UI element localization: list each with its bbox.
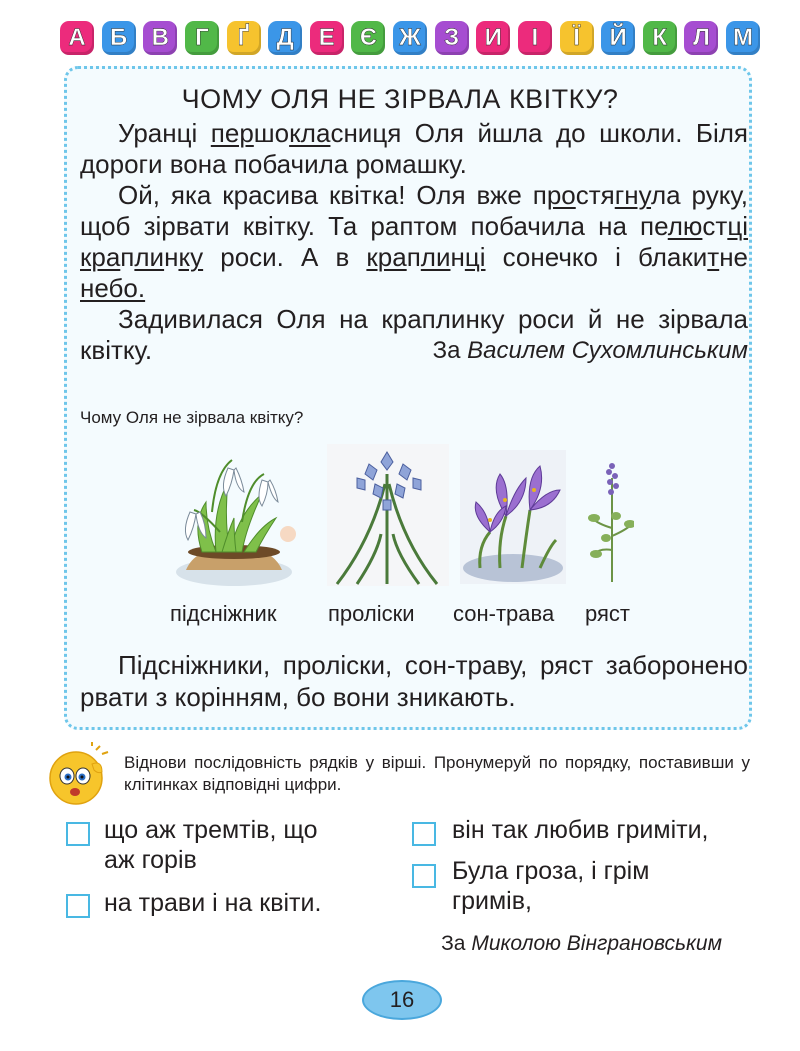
- alphabet-letter: Д: [268, 21, 302, 55]
- text-segment: кра: [366, 242, 407, 272]
- text-segment: Уранці: [118, 118, 211, 148]
- text-segment: небо.: [80, 273, 146, 303]
- alphabet-letter: З: [435, 21, 469, 55]
- text-segment: стя: [575, 180, 615, 210]
- alphabet-letter: Ї: [560, 21, 594, 55]
- paragraph-2: [80, 180, 748, 304]
- alphabet-letter: К: [643, 21, 677, 55]
- text-segment: ли: [134, 242, 165, 272]
- caption-scilla: проліски: [328, 601, 415, 626]
- line-number-box-4[interactable]: [412, 864, 436, 888]
- text-segment: п: [120, 242, 135, 272]
- caption-corydalis: ряст: [585, 601, 630, 626]
- alphabet-letter: І: [518, 21, 552, 55]
- text-segment: ла руку, щоб зірвати квітку. Та раптом побачила на пе: [80, 180, 749, 241]
- line-number-box-3[interactable]: [412, 822, 436, 846]
- alphabet-letter: В: [143, 21, 177, 55]
- story-question: Чому Оля не зірвала квітку?: [80, 408, 304, 427]
- caption-snowdrop: підсніжник: [170, 601, 277, 626]
- alphabet-letter: М: [726, 21, 760, 55]
- text-segment: гну: [614, 180, 652, 210]
- alphabet-letter: Г: [185, 21, 219, 55]
- line-number-box-2[interactable]: [66, 894, 90, 918]
- text-segment: роси. А в: [203, 242, 367, 272]
- text-segment: шо: [253, 118, 290, 148]
- alphabet-letter: Ґ: [227, 21, 261, 55]
- text-segment: сни: [330, 118, 373, 148]
- text-segment: кра: [80, 242, 121, 272]
- scilla-picture: [327, 444, 449, 586]
- protection-note: Підсніжники, проліски, сон-траву, ряст заборонено рвати з корінням, бо вони зникають.: [80, 650, 748, 712]
- alphabet-letter: Б: [102, 21, 136, 55]
- text-segment: не: [719, 242, 749, 272]
- text-segment: ку: [178, 242, 204, 272]
- paragraph-3: Задивилася Оля на краплинку роси й не зірвала квітку.: [80, 304, 748, 365]
- story-author: За Василем Сухомлинським: [432, 337, 748, 364]
- text-segment: ці: [727, 211, 748, 241]
- alphabet-letter: Ж: [393, 21, 427, 55]
- alphabet-letter: Е: [310, 21, 344, 55]
- caption-pasqueflower: сон-трава: [453, 601, 555, 626]
- poem-line-1: що аж тремтів, що аж горів: [104, 816, 318, 874]
- text-segment: н: [450, 242, 465, 272]
- alphabet-letter: Й: [601, 21, 635, 55]
- text-segment: ки: [681, 242, 708, 272]
- story-title: ЧОМУ ОЛЯ НЕ ЗІРВАЛА КВІТКУ?: [181, 84, 619, 114]
- page-number: 16: [362, 980, 442, 1020]
- alphabet-letter: А: [60, 21, 94, 55]
- line-number-box-1[interactable]: [66, 822, 90, 846]
- text-segment: ли: [420, 242, 451, 272]
- paragraph-1: [80, 118, 748, 180]
- text-segment: ця Оля йшла до школи. Біля дороги вона побачила ромашку.: [80, 118, 748, 179]
- alphabet-letter: И: [476, 21, 510, 55]
- alphabet-strip: [60, 18, 760, 60]
- text-segment: пер: [210, 118, 254, 148]
- text-segment: ст: [702, 211, 728, 241]
- poem-author: За Миколою Вінграновським: [441, 932, 722, 955]
- text-segment: ро: [546, 180, 576, 210]
- alphabet-letter: Л: [684, 21, 718, 55]
- text-segment: кла: [289, 118, 331, 148]
- poem-line-4: Була гроза, і грім гримів,: [452, 857, 650, 915]
- task-instruction: Віднови послідовність рядків у вірші. Пронумеруй по порядку, поставивши у клітинках відповідні цифри.: [124, 753, 750, 794]
- text-segment: сонечко і бла: [485, 242, 682, 272]
- text-segment: т: [707, 242, 720, 272]
- story-text: [80, 118, 748, 366]
- thinking-emoji-icon: [46, 742, 112, 808]
- text-segment: п: [406, 242, 421, 272]
- text-segment: лю: [667, 211, 703, 241]
- poem-line-2: на трави і на квіти.: [104, 889, 322, 917]
- corydalis-picture: [586, 458, 634, 584]
- poem-line-3: він так любив гриміти,: [452, 816, 709, 844]
- crocus-picture: [460, 450, 566, 584]
- text-segment: ці: [464, 242, 486, 272]
- text-segment: н: [164, 242, 179, 272]
- alphabet-letter: Є: [351, 21, 385, 55]
- text-segment: Ой, яка красива квітка! Оля вже п: [118, 180, 547, 210]
- snowdrop-picture: [172, 452, 296, 586]
